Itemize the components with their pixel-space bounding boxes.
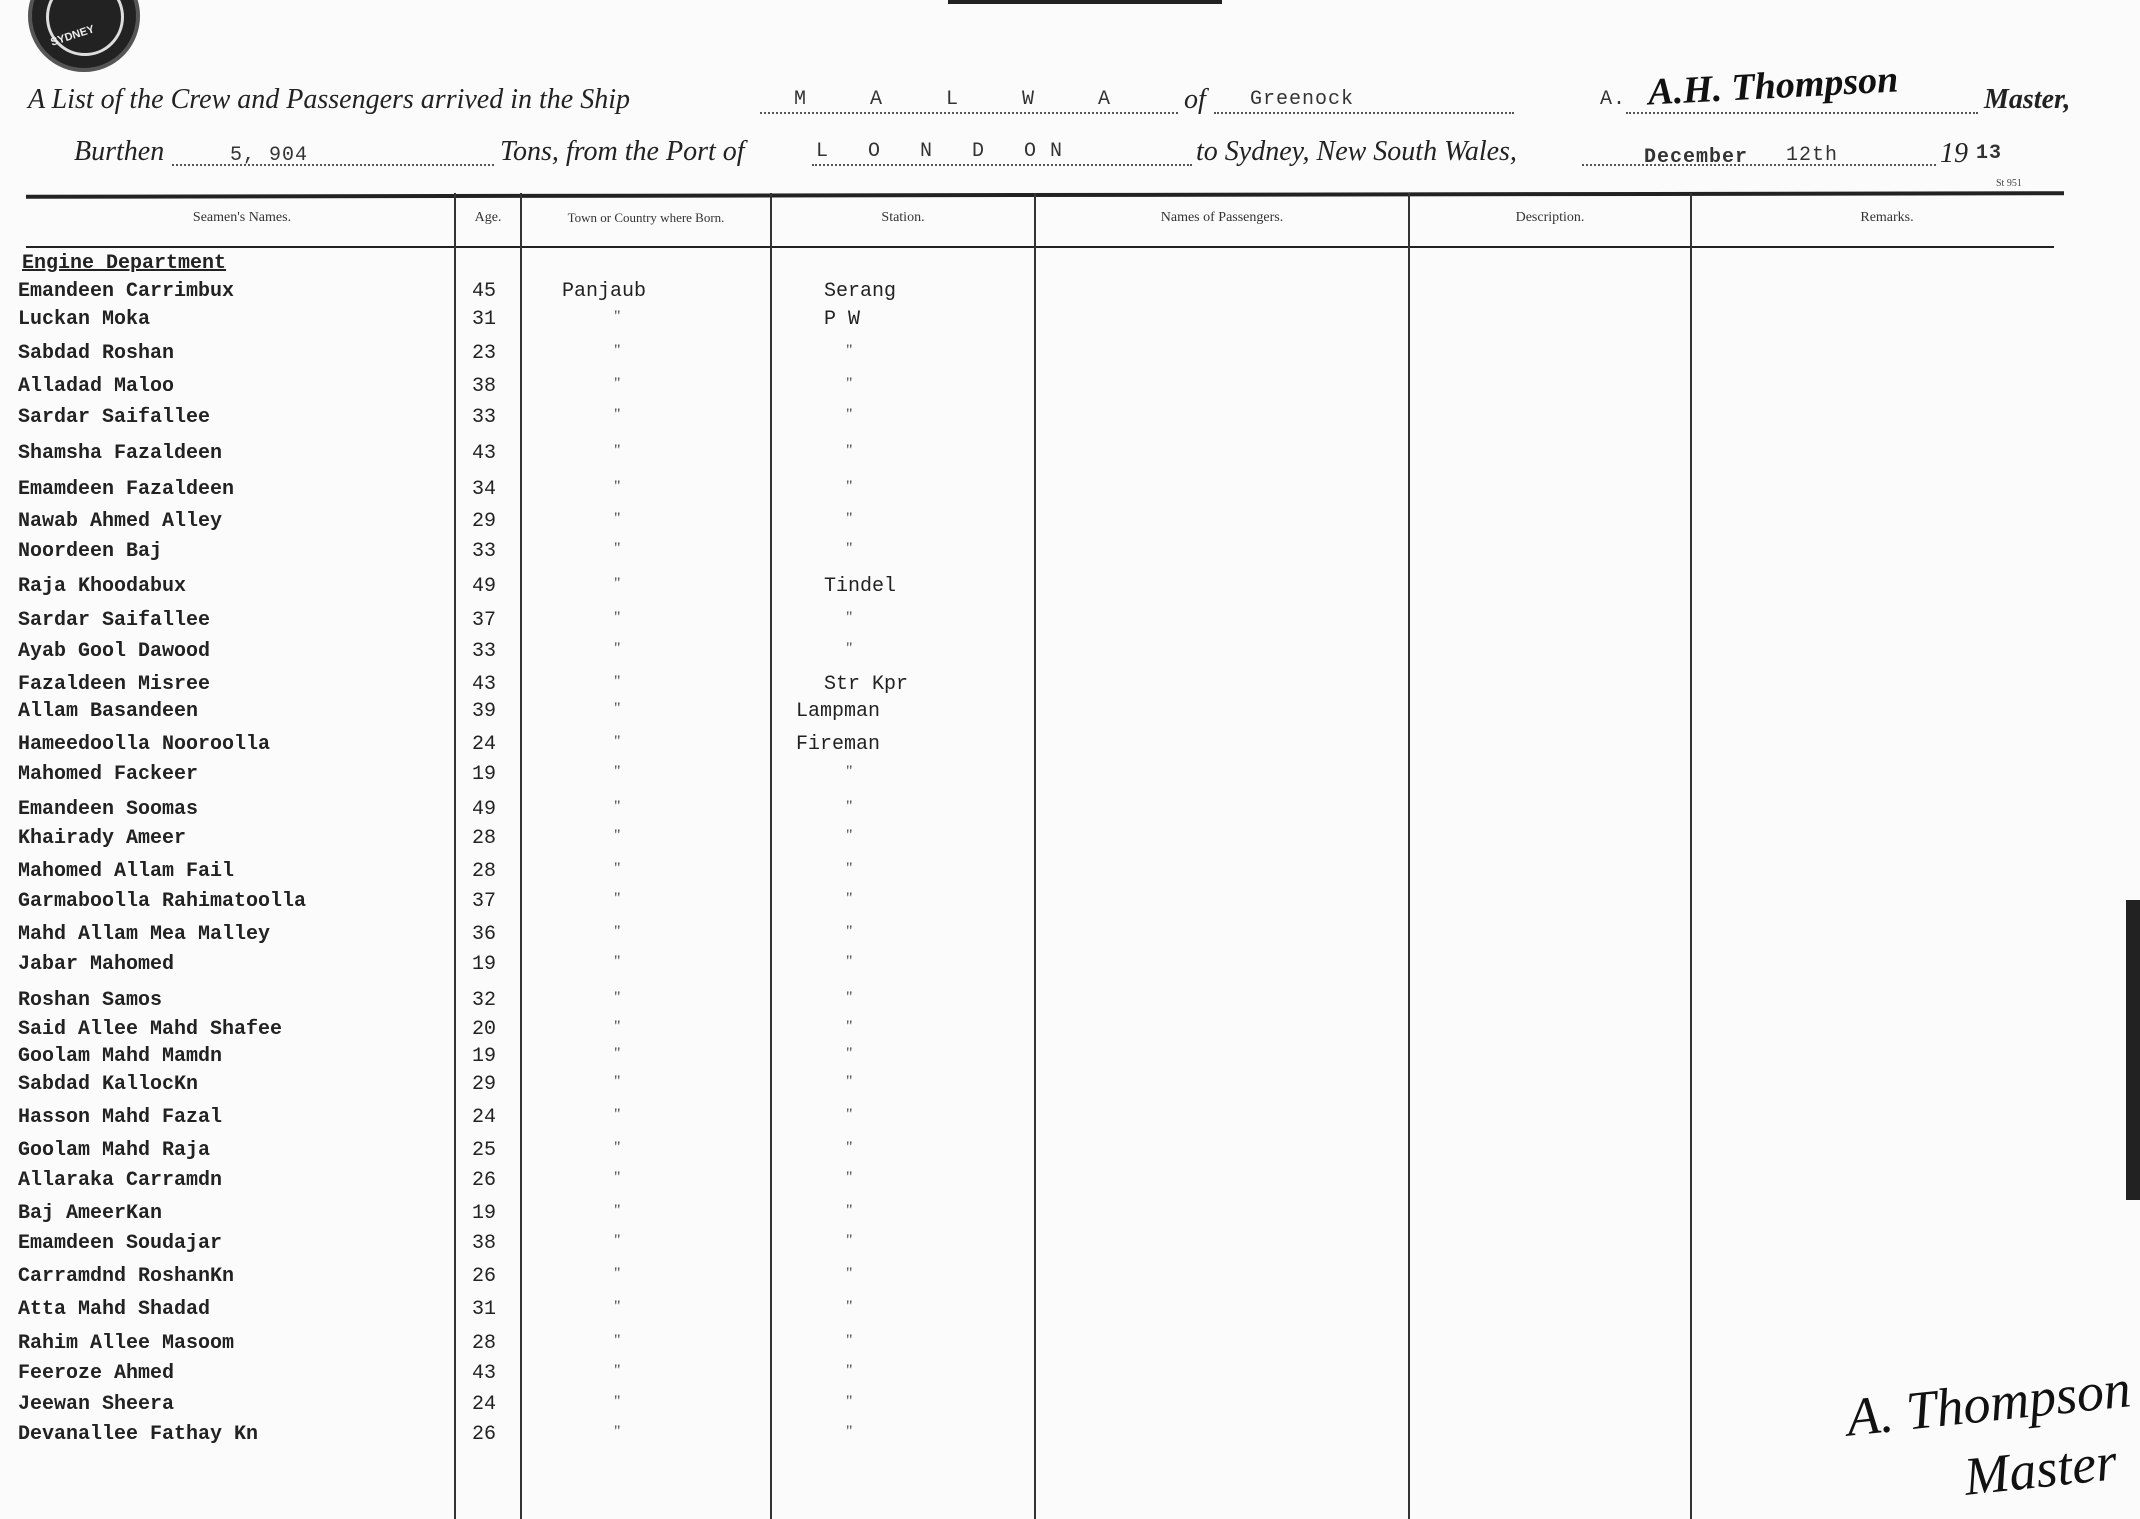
col-line-passengers: [1034, 193, 1036, 1519]
master-signature: A.H. Thompson: [1647, 58, 1900, 114]
seaman-station: ": [846, 640, 853, 657]
seaman-age: 19: [472, 953, 497, 976]
seaman-name: Carramdnd RoshanKn: [18, 1265, 235, 1288]
seaman-station: ": [846, 1362, 853, 1379]
seaman-age: 19: [472, 1202, 497, 1225]
seaman-station: ": [846, 827, 853, 844]
footer-signature-title: Master: [1961, 1431, 2120, 1507]
seaman-name: Shamsha Fazaldeen: [18, 442, 223, 465]
seaman-name: Jabar Mahomed: [18, 953, 175, 976]
seaman-age: 20: [472, 1018, 497, 1041]
seaman-birthplace: ": [614, 1232, 621, 1249]
seaman-birthplace: ": [614, 923, 621, 940]
seaman-station: ": [846, 989, 853, 1006]
seaman-name: Devanallee Fathay Kn: [18, 1423, 259, 1446]
seaman-age: 26: [472, 1169, 497, 1192]
seaman-birthplace: ": [614, 989, 621, 1006]
seaman-age: 33: [472, 406, 497, 429]
seaman-station: ": [846, 406, 853, 423]
master-label: Master,: [1984, 84, 2071, 115]
seaman-age: 32: [472, 989, 497, 1012]
seaman-name: Emandeen Soomas: [18, 798, 199, 821]
burthen-line: [172, 164, 494, 166]
seaman-birthplace: ": [614, 700, 621, 717]
seaman-name: Hameedoolla Nooroolla: [18, 733, 271, 756]
seaman-station: Str Kpr: [824, 673, 909, 696]
col-line-born: [520, 193, 522, 1519]
seaman-birthplace: ": [614, 1423, 621, 1440]
date-line: [1582, 164, 1936, 166]
header-seamens-names: Seamen's Names.: [192, 210, 292, 225]
date-day: 12th: [1786, 144, 1839, 167]
seaman-birthplace: ": [614, 510, 621, 527]
seaman-birthplace: ": [614, 406, 621, 423]
seaman-age: 19: [472, 1045, 497, 1068]
seaman-age: 24: [472, 733, 497, 756]
seaman-birthplace: ": [614, 1332, 621, 1349]
column-head-rule: [26, 246, 2054, 248]
seaman-name: Fazaldeen Misree: [18, 673, 211, 696]
seaman-station: Lampman: [796, 700, 881, 723]
seaman-age: 31: [472, 1298, 497, 1321]
seaman-station: ": [846, 1202, 853, 1219]
seaman-name: Garmaboolla Rahimatoolla: [18, 890, 307, 913]
seaman-station: ": [846, 763, 853, 780]
seaman-station: ": [846, 1232, 853, 1249]
seaman-birthplace: Panjaub: [562, 280, 647, 303]
seaman-station: ": [846, 1139, 853, 1156]
seaman-station: ": [846, 342, 853, 359]
header-born: Town or Country where Born.: [567, 210, 725, 225]
seaman-name: Mahomed Fackeer: [18, 763, 199, 786]
tons-label: Tons, from the Port of: [500, 136, 745, 167]
to-label: to Sydney, New South Wales,: [1196, 136, 1517, 167]
seaman-station: P W: [824, 308, 861, 331]
seaman-name: Baj AmeerKan: [18, 1202, 163, 1225]
seaman-birthplace: ": [614, 1202, 621, 1219]
seaman-station: ": [846, 1393, 853, 1410]
seaman-age: 28: [472, 860, 497, 883]
seaman-age: 38: [472, 1232, 497, 1255]
seaman-age: 33: [472, 640, 497, 663]
seaman-name: Jeewan Sheera: [18, 1393, 175, 1416]
seaman-age: 29: [472, 1073, 497, 1096]
col-line-remarks: [1690, 193, 1692, 1519]
seaman-station: ": [846, 1169, 853, 1186]
seaman-name: Emamdeen Fazaldeen: [18, 478, 235, 501]
col-line-description: [1408, 193, 1410, 1519]
header-description: Description.: [1515, 210, 1585, 225]
header-remarks: Remarks.: [1860, 210, 1914, 225]
year-prefix: 19: [1940, 138, 1968, 169]
seaman-station: ": [846, 1298, 853, 1315]
seaman-name: Noordeen Baj: [18, 540, 163, 563]
seaman-birthplace: ": [614, 953, 621, 970]
seaman-name: Khairady Ameer: [18, 827, 187, 850]
seaman-birthplace: ": [614, 673, 621, 690]
seaman-station: ": [846, 798, 853, 815]
top-edge-mark: [948, 0, 1222, 4]
master-initial: A.: [1600, 88, 1627, 111]
seaman-birthplace: ": [614, 890, 621, 907]
seaman-age: 29: [472, 510, 497, 533]
seaman-birthplace: ": [614, 1265, 621, 1282]
seaman-birthplace: ": [614, 798, 621, 815]
seaman-birthplace: ": [614, 1298, 621, 1315]
burthen-label: Burthen: [74, 136, 165, 167]
seaman-age: 38: [472, 375, 497, 398]
seaman-birthplace: ": [614, 609, 621, 626]
seaman-name: Mahomed Allam Fail: [18, 860, 235, 883]
seaman-birthplace: ": [614, 442, 621, 459]
seaman-birthplace: ": [614, 640, 621, 657]
seaman-station: ": [846, 1073, 853, 1090]
seaman-station: ": [846, 1265, 853, 1282]
seaman-birthplace: ": [614, 375, 621, 392]
seaman-name: Goolam Mahd Raja: [18, 1139, 211, 1162]
col-line-age: [454, 193, 456, 1519]
from-port: L O N D ON: [816, 140, 1077, 163]
home-port-line: [1214, 112, 1514, 114]
seaman-birthplace: ": [614, 1139, 621, 1156]
seaman-name: Sardar Saifallee: [18, 609, 211, 632]
seaman-name: Sabdad KallocKn: [18, 1073, 199, 1096]
seaman-name: Emandeen Carrimbux: [18, 280, 235, 303]
seaman-station: ": [846, 890, 853, 907]
seaman-station: ": [846, 953, 853, 970]
customs-seal: [28, 0, 140, 72]
seaman-birthplace: ": [614, 575, 621, 592]
footer-signature: [1840, 1358, 2140, 1516]
seaman-name: Rahim Allee Masoom: [18, 1332, 235, 1355]
seaman-birthplace: ": [614, 1045, 621, 1062]
from-port-line: [812, 164, 1192, 166]
seaman-age: 43: [472, 442, 497, 465]
seaman-name: Hasson Mahd Fazal: [18, 1106, 223, 1129]
col-line-station: [770, 193, 772, 1519]
seaman-station: ": [846, 540, 853, 557]
seaman-station: Serang: [824, 280, 897, 303]
seaman-name: Sabdad Roshan: [18, 342, 175, 365]
seaman-age: 39: [472, 700, 497, 723]
seaman-name: Allam Basandeen: [18, 700, 199, 723]
seaman-station: ": [846, 609, 853, 626]
seaman-station: ": [846, 1106, 853, 1123]
seaman-station: ": [846, 1332, 853, 1349]
header-passengers: Names of Passengers.: [1160, 210, 1284, 225]
seaman-birthplace: ": [614, 1018, 621, 1035]
seaman-station: ": [846, 923, 853, 940]
seaman-birthplace: ": [614, 1106, 621, 1123]
seaman-birthplace: ": [614, 827, 621, 844]
seaman-birthplace: ": [614, 308, 621, 325]
seaman-name: Raja Khoodabux: [18, 575, 187, 598]
seaman-station: ": [846, 860, 853, 877]
seaman-station: ": [846, 478, 853, 495]
header-rule: [26, 191, 2064, 199]
seaman-name: Emamdeen Soudajar: [18, 1232, 223, 1255]
seaman-station: ": [846, 1045, 853, 1062]
seaman-station: ": [846, 510, 853, 527]
seaman-age: 49: [472, 798, 497, 821]
seaman-age: 45: [472, 280, 497, 303]
seaman-name: Alladad Maloo: [18, 375, 175, 398]
form-number: St 951: [1996, 178, 2022, 189]
seaman-name: Allaraka Carramdn: [18, 1169, 223, 1192]
seaman-birthplace: ": [614, 1169, 621, 1186]
section-heading: Engine Department: [22, 252, 227, 275]
seaman-station: ": [846, 375, 853, 392]
seaman-station: ": [846, 1018, 853, 1035]
seaman-age: 26: [472, 1423, 497, 1446]
burthen-value: 5, 904: [230, 144, 309, 167]
seaman-age: 49: [472, 575, 497, 598]
page-edge-mark: [2126, 900, 2140, 1200]
of-label: of: [1184, 84, 1206, 115]
seaman-age: 43: [472, 1362, 497, 1385]
seaman-name: Mahd Allam Mea Malley: [18, 923, 271, 946]
date-month: December: [1644, 146, 1749, 169]
home-port: Greenock: [1250, 88, 1355, 111]
seaman-age: 26: [472, 1265, 497, 1288]
ship-name-line: [760, 112, 1178, 114]
seaman-age: 24: [472, 1393, 497, 1416]
ship-name: M A L W A: [794, 88, 1137, 111]
seaman-station: Fireman: [796, 733, 881, 756]
header-age: Age.: [474, 210, 502, 225]
seaman-name: Sardar Saifallee: [18, 406, 211, 429]
header-station: Station.: [881, 210, 925, 225]
seaman-name: Roshan Samos: [18, 989, 163, 1012]
seaman-name: Luckan Moka: [18, 308, 151, 331]
seaman-age: 24: [472, 1106, 497, 1129]
seaman-age: 43: [472, 673, 497, 696]
seaman-age: 28: [472, 827, 497, 850]
seaman-name: Atta Mahd Shadad: [18, 1298, 211, 1321]
seaman-age: 37: [472, 890, 497, 913]
seaman-age: 36: [472, 923, 497, 946]
seaman-age: 25: [472, 1139, 497, 1162]
seaman-age: 34: [472, 478, 497, 501]
seaman-birthplace: ": [614, 763, 621, 780]
seaman-name: Goolam Mahd Mamdn: [18, 1045, 223, 1068]
seaman-birthplace: ": [614, 478, 621, 495]
seaman-age: 37: [472, 609, 497, 632]
seaman-age: 33: [472, 540, 497, 563]
seaman-age: 19: [472, 763, 497, 786]
seaman-name: Said Allee Mahd Shafee: [18, 1018, 283, 1041]
seaman-station: ": [846, 1423, 853, 1440]
seaman-birthplace: ": [614, 540, 621, 557]
seaman-birthplace: ": [614, 1362, 621, 1379]
seaman-name: Nawab Ahmed Alley: [18, 510, 223, 533]
seaman-birthplace: ": [614, 1393, 621, 1410]
seal-text: SYDNEY: [49, 23, 96, 49]
seaman-age: 31: [472, 308, 497, 331]
seaman-birthplace: ": [614, 733, 621, 750]
year-suffix: 13: [1976, 142, 2003, 165]
seaman-station: ": [846, 442, 853, 459]
seaman-birthplace: ": [614, 1073, 621, 1090]
seaman-age: 23: [472, 342, 497, 365]
seaman-station: Tindel: [824, 575, 897, 598]
seaman-name: Ayab Gool Dawood: [18, 640, 211, 663]
footer-signature-name: A. Thompson: [1843, 1358, 2134, 1448]
seaman-birthplace: ": [614, 342, 621, 359]
seaman-age: 28: [472, 1332, 497, 1355]
header-title: A List of the Crew and Passengers arrived in the Ship: [28, 84, 630, 115]
seaman-birthplace: ": [614, 860, 621, 877]
seaman-name: Feeroze Ahmed: [18, 1362, 175, 1385]
